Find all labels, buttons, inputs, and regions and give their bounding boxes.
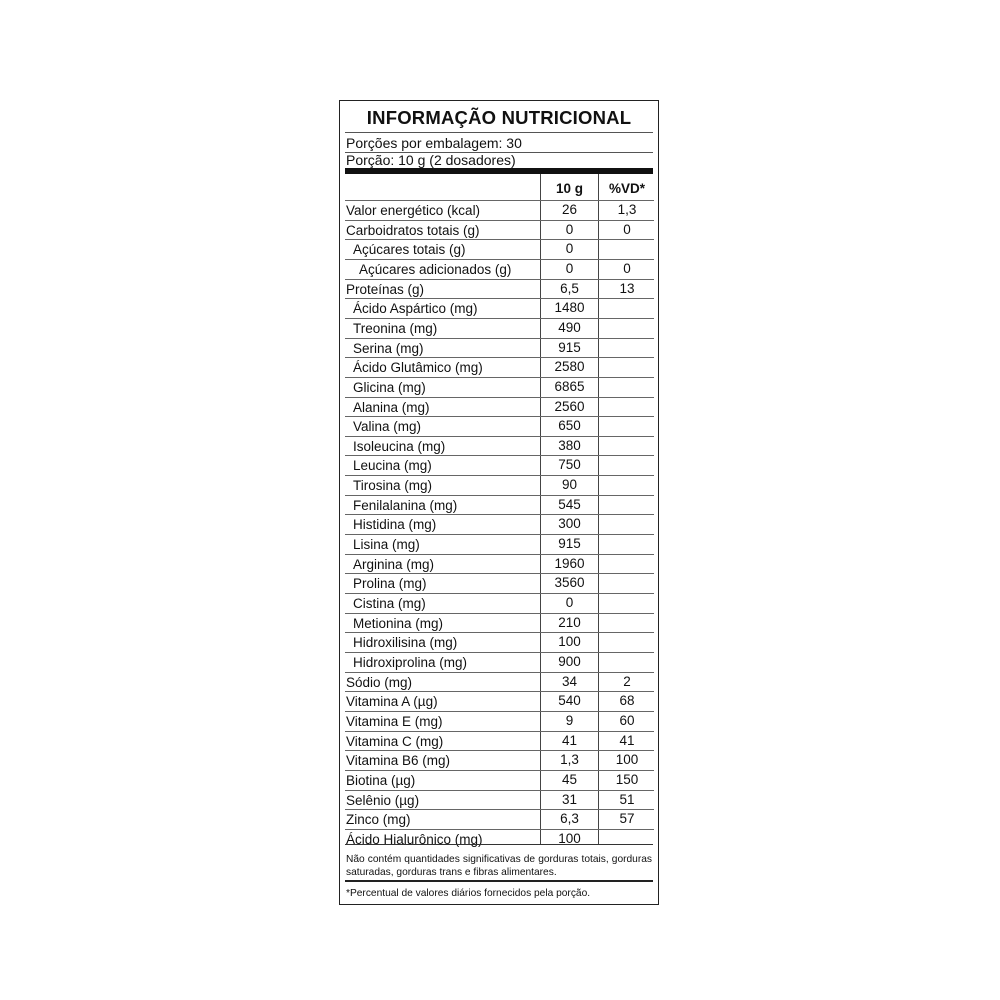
nutrient-amount: 490 — [558, 319, 581, 335]
nutrient-name: Ácido Glutâmico (mg) — [353, 360, 483, 376]
label-title: INFORMAÇÃO NUTRICIONAL — [366, 107, 632, 128]
nutrient-name: Serina (mg) — [353, 340, 424, 356]
nutrient-name: Metionina (mg) — [353, 615, 444, 631]
nutrient-name: Tirosina (mg) — [353, 478, 433, 494]
nutrient-amount: 100 — [558, 634, 581, 650]
nutrient-amount: 750 — [558, 457, 581, 473]
nutrient-name: Ácido Hialurônico (mg) — [346, 831, 483, 847]
table-row — [345, 259, 654, 280]
nutrient-daily-value: 57 — [619, 811, 635, 827]
table-row — [345, 790, 654, 811]
nutrient-name: Valina (mg) — [353, 419, 422, 435]
nutrient-amount: 0 — [565, 595, 574, 610]
nutrient-daily-value: 68 — [619, 693, 635, 709]
nutrient-amount: 545 — [558, 496, 581, 512]
table-row — [345, 750, 654, 771]
nutrient-daily-value: 0 — [623, 260, 631, 276]
nutrient-daily-value: 0 — [623, 221, 631, 237]
nutrient-amount: 2580 — [554, 359, 585, 375]
nutrient-name: Carboidratos totais (g) — [346, 222, 480, 238]
thick-divider — [345, 168, 653, 174]
nutrient-amount: 0 — [565, 241, 574, 257]
nutrient-amount: 3560 — [554, 575, 585, 591]
table-row — [345, 593, 654, 614]
table-row — [345, 829, 654, 850]
nutrient-amount: 90 — [561, 477, 578, 493]
footnote-divider — [345, 880, 653, 882]
nutrient-amount: 41 — [561, 732, 578, 748]
servings-per-package: Porções por embalagem: 30 — [346, 135, 522, 151]
nutrient-amount: 380 — [558, 437, 581, 453]
nutrient-name: Açúcares adicionados (g) — [359, 261, 512, 277]
table-row — [345, 318, 654, 339]
nutrient-amount: 2560 — [554, 398, 585, 414]
nutrient-amount: 210 — [558, 614, 581, 630]
nutrient-amount: 0 — [565, 221, 574, 237]
nutrient-amount: 45 — [561, 771, 578, 787]
nutrient-name: Proteínas (g) — [346, 281, 425, 297]
table-row — [345, 200, 654, 221]
nutrient-amount: 1960 — [554, 555, 585, 571]
table-row — [345, 298, 654, 319]
nutrient-daily-value: 100 — [615, 752, 639, 768]
nutrient-name: Lisina (mg) — [353, 537, 420, 553]
table-row — [345, 495, 654, 516]
table-row — [345, 357, 654, 378]
nutrient-amount: 300 — [558, 516, 581, 532]
table-row — [345, 416, 654, 437]
table-row — [345, 731, 654, 752]
nutrient-daily-value: 41 — [619, 732, 635, 748]
nutrient-amount: 100 — [558, 830, 581, 846]
nutrient-name: Glicina (mg) — [353, 379, 426, 395]
amount-column-header: 10 g — [555, 181, 583, 196]
nutrient-name: Selênio (µg) — [346, 792, 420, 808]
nutrient-name: Vitamina C (mg) — [346, 733, 444, 749]
nutrient-name: Sódio (mg) — [346, 674, 413, 690]
nutrient-name: Hidroxiprolina (mg) — [353, 654, 468, 670]
table-row — [345, 652, 654, 673]
nutrient-name: Açúcares totais (g) — [353, 242, 466, 258]
nutrient-name: Hidroxilisina (mg) — [353, 635, 458, 651]
table-row — [345, 436, 654, 457]
nutrient-amount: 6865 — [554, 378, 585, 394]
nutrition-note: Não contém quantidades significativas de gorduras totais, gorduras saturadas, gorduras trans e fibras alimentares. — [346, 854, 652, 878]
vd-column-header: %VD* — [608, 181, 645, 196]
nutrition-facts-label — [339, 100, 659, 905]
nutrient-name: Leucina (mg) — [353, 458, 432, 474]
table-row — [345, 691, 654, 712]
nutrient-name: Cistina (mg) — [353, 596, 426, 611]
nutrient-name: Ácido Aspártico (mg) — [353, 301, 478, 317]
nutrient-amount: 650 — [558, 418, 581, 434]
nutrient-amount: 31 — [561, 791, 578, 807]
table-row — [345, 338, 654, 359]
nutrient-amount: 6,3 — [560, 811, 579, 827]
nutrient-daily-value: 2 — [623, 673, 631, 689]
nutrient-amount: 1480 — [554, 300, 585, 316]
nutrient-name: Isoleucina (mg) — [353, 438, 446, 454]
table-row — [345, 534, 654, 555]
nutrient-amount: 26 — [561, 202, 578, 217]
table-row — [345, 770, 654, 791]
table-row — [345, 397, 654, 418]
nutrient-amount: 540 — [558, 693, 581, 709]
serving-size: Porção: 10 g (2 dosadores) — [346, 152, 516, 168]
nutrient-daily-value: 150 — [615, 771, 639, 787]
table-row — [345, 279, 654, 300]
nutrient-name: Fenilalanina (mg) — [353, 497, 458, 513]
table-row — [345, 632, 654, 653]
nutrient-name: Biotina (µg) — [346, 772, 416, 788]
nutrient-daily-value: 1,3 — [617, 202, 637, 217]
nutrient-amount: 915 — [558, 536, 581, 552]
nutrient-amount: 6,5 — [560, 280, 579, 296]
nutrient-name: Prolina (mg) — [353, 576, 427, 592]
table-bottom-divider — [345, 844, 653, 845]
nutrient-name: Zinco (mg) — [346, 812, 411, 828]
table-row — [345, 672, 654, 693]
table-row — [345, 809, 654, 830]
nutrient-name: Alanina (mg) — [353, 399, 430, 415]
nutrient-daily-value: 13 — [619, 280, 635, 296]
table-row — [345, 573, 654, 594]
daily-value-footnote: *Percentual de valores diários fornecidos pela porção. — [346, 888, 591, 899]
table-row — [345, 377, 654, 398]
nutrient-daily-value: 51 — [619, 791, 635, 807]
nutrient-name: Vitamina E (mg) — [346, 713, 443, 729]
nutrient-name: Treonina (mg) — [353, 320, 438, 336]
nutrient-amount: 9 — [565, 712, 574, 728]
table-row — [345, 475, 654, 496]
table-row — [345, 554, 654, 575]
nutrient-name: Arginina (mg) — [353, 556, 435, 572]
table-row — [345, 613, 654, 634]
nutrient-name: Histidina (mg) — [353, 517, 437, 533]
table-row — [345, 239, 654, 260]
nutrient-name: Vitamina B6 (mg) — [346, 753, 451, 769]
nutrient-amount: 34 — [561, 673, 578, 689]
nutrient-daily-value: 60 — [619, 712, 635, 728]
table-row — [345, 514, 654, 535]
nutrient-amount: 1,3 — [560, 752, 579, 768]
table-row — [345, 711, 654, 732]
nutrient-amount: 0 — [565, 260, 574, 276]
nutrient-name: Vitamina A (µg) — [346, 694, 438, 710]
nutrient-amount: 915 — [558, 339, 581, 355]
table-row — [345, 455, 654, 476]
table-row — [345, 220, 654, 241]
nutrient-name: Valor energético (kcal) — [346, 203, 481, 218]
nutrient-amount: 900 — [558, 653, 581, 669]
title-divider — [345, 132, 653, 133]
